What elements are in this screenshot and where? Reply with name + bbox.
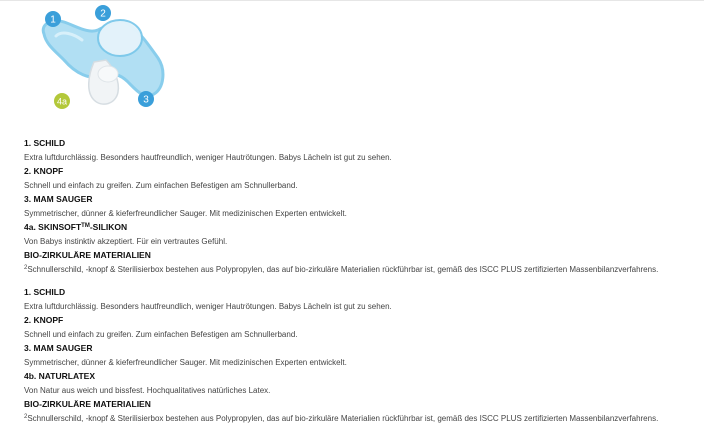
marker-2 [95,5,111,21]
pacifier-diagram [36,4,176,112]
feature-description: Extra luftdurchlässig. Besonders hautfreundlich, weniger Hautrötungen. Babys Lächeln ist gut zu sehen. [24,153,392,162]
feature-title: 1. SCHILD [24,287,66,297]
svg-text:2: 2 [100,8,106,20]
feature-title: 1. SCHILD [24,138,66,148]
title-text: -SILIKON [89,222,128,232]
product-features [24,138,696,424]
title-text: 4a. SKINSOFT [24,222,82,232]
feature-description: Extra luftdurchlässig. Besonders hautfreundlich, weniger Hautrötungen. Babys Lächeln ist gut zu sehen. [24,302,392,311]
feature-title: 2. KNOPF [24,166,64,176]
feature-description: Schnell und einfach zu greifen. Zum einfachen Befestigen am Schnullerband. [24,181,298,190]
bio-title: BIO-ZIRKULÄRE MATERIALIEN [24,399,151,409]
bio-text-body: Schnullerschild, -knopf & Sterilisierbox bestehen aus Polypropylen, das auf bio-zirkuläre Materialien rückführbar ist, gemäß des ISCC PLUS zertifizierten Massenbilanzverfahrens. [27,265,659,274]
bio-text [24,414,696,424]
top-divider [0,0,704,1]
svg-text:3: 3 [143,94,149,106]
bio-text [24,265,696,275]
feature-description: Symmetrischer, dünner & kieferfreundlicher Sauger. Mit medizinischen Experten entwickelt. [24,209,347,218]
footnote-sup: 2 [24,414,28,420]
feature-title: 4b. NATURLATEX [24,371,95,381]
feature-description: Schnell und einfach zu greifen. Zum einfachen Befestigen am Schnullerband. [24,330,298,339]
svg-text:1: 1 [50,14,56,26]
marker-4a [54,93,70,109]
feature-title: 3. MAM SAUGER [24,194,93,204]
feature-title [24,222,696,233]
marker-3 [138,91,154,107]
footnote-sup: 2 [24,265,28,271]
feature-section-skinsoft [24,138,696,275]
feature-title: 2. KNOPF [24,315,64,325]
svg-text:4a: 4a [56,96,68,107]
bio-text-body: Schnullerschild, -knopf & Sterilisierbox bestehen aus Polypropylen, das auf bio-zirkuläre Materialien rückführbar ist, gemäß des ISCC PLUS zertifizierten Massenbilanzverfahrens. [27,414,659,423]
bio-title: BIO-ZIRKULÄRE MATERIALIEN [24,250,151,260]
feature-description: Symmetrischer, dünner & kieferfreundlicher Sauger. Mit medizinischen Experten entwickelt. [24,358,347,367]
feature-description: Von Babys instinktiv akzeptiert. Für ein vertrautes Gefühl. [24,237,228,246]
feature-description: Von Natur aus weich und bissfest. Hochqualitatives natürliches Latex. [24,386,271,395]
feature-section-latex [24,287,696,424]
feature-title: 3. MAM SAUGER [24,343,93,353]
trademark-sup: TM [81,223,90,229]
marker-1 [45,11,61,27]
